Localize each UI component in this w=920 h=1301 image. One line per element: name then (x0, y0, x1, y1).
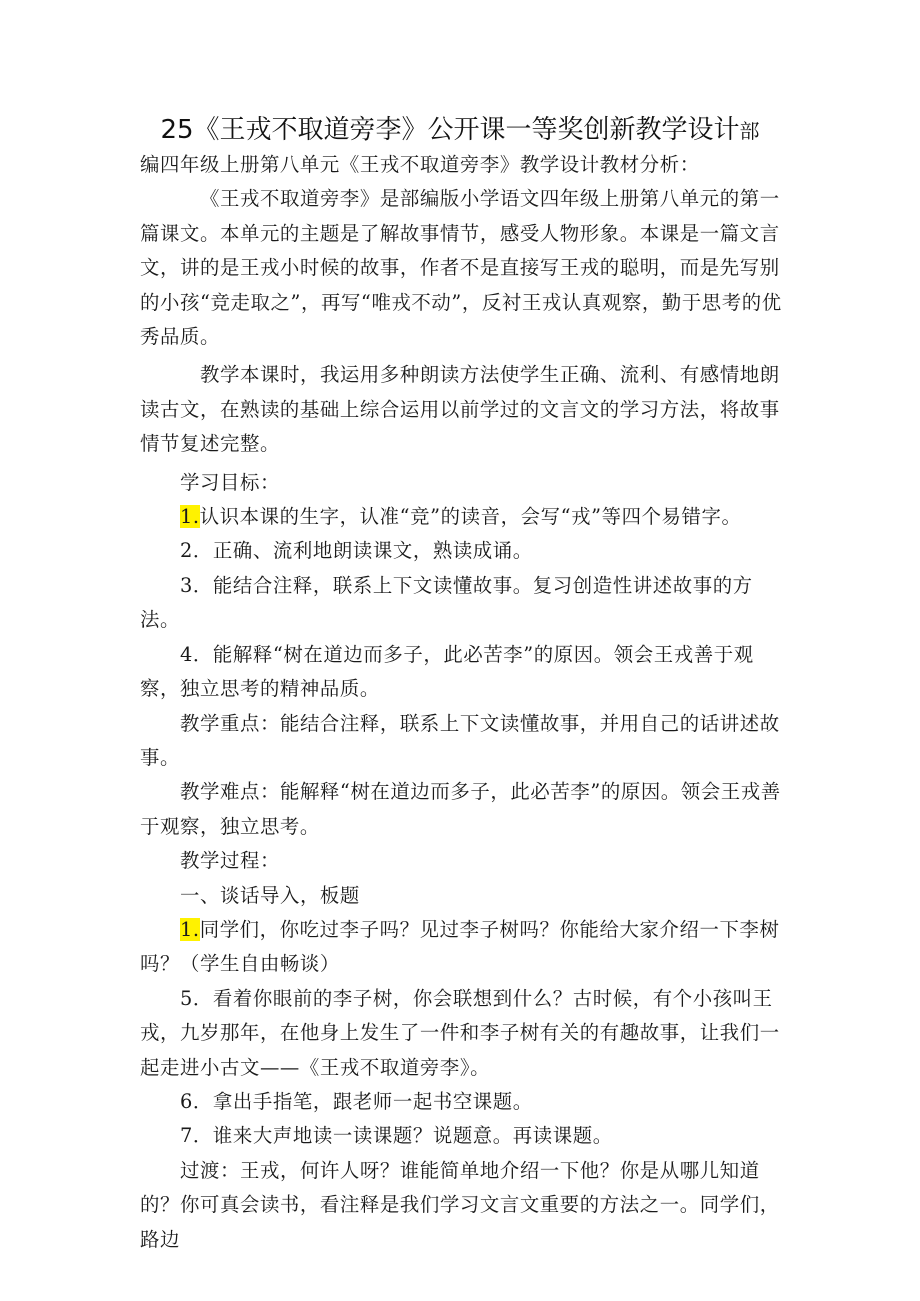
document-title (0, 112, 920, 149)
step-1-number: 1. (180, 917, 200, 941)
step-1-text: 同学们，你吃过李子吗？见过李子树吗？你能给大家介绍一下李树吗？（学生自由畅谈） (140, 917, 780, 976)
key-point: 教学重点：能结合注释，联系上下文读懂故事，并用自己的话讲述故事。 (140, 711, 780, 769)
step-6: 6．拿出手指笔，跟老师一起书空课题。 (180, 1089, 533, 1113)
subtitle: 编四年级上册第八单元《王戎不取道旁李》教学设计教材分析： (140, 153, 700, 176)
goal-1 (140, 500, 790, 534)
analysis-paragraph-1: 《王戎不取道旁李》是部编版小学语文四年级上册第八单元的第一篇课文。本单元的主题是了解故事情节，感受人物形象。本课是一篇文言文，讲的是王戎小时候的故事，作者不是直接写王戎的聪明，而是先写别的小孩“竞走取之”，再写“唯戎不动”，反衬王戎认真观察，勤于思考的优秀品质。 (140, 187, 782, 349)
goal-1-number: 1. (180, 505, 200, 529)
document-body (140, 148, 790, 1257)
goal-3: 3．能结合注释，联系上下文读懂故事。复习创造性讲述故事的方法。 (140, 573, 753, 632)
transition-paragraph: 过渡：王戎，何许人呀？谁能简单地介绍一下他？你是从哪儿知道的？你可真会读书，看注释是我们学习文言文重要的方法之一。同学们，路边 (140, 1158, 780, 1251)
difficulty: 教学难点：能解释“树在道边而多子，此必苦李”的原因。领会王戎善于观察，独立思考。 (140, 780, 781, 838)
step-1 (140, 913, 790, 982)
analysis-paragraph-2: 教学本课时，我运用多种朗读方法使学生正确、流利、有感情地朗读古文，在熟读的基础上综合运用以前学过的文言文的学习方法，将故事情节复述完整。 (140, 363, 780, 456)
title-main: 25《王戎不取道旁李》公开课一等奖创新教学设计 (160, 115, 740, 145)
process-heading: 教学过程： (180, 849, 280, 873)
goals-heading: 学习目标： (180, 470, 280, 494)
goal-1-text: 认识本课的生字，认准“竞”的读音，会写“戎”等四个易错字。 (199, 505, 742, 529)
step-5: 5．看着你眼前的李子树，你会联想到什么？古时候，有个小孩叫王戎，九岁那年，在他身上发生了一件和李子树有关的有趣故事，让我们一起走进小古文——《王戎不取道旁李》。 (140, 986, 780, 1079)
step-7: 7．谁来大声地读一读课题？说题意。再读课题。 (180, 1124, 613, 1148)
goal-2: 2．正确、流利地朗读课文，熟读成诵。 (180, 539, 533, 563)
goal-4: 4．能解释“树在道边而多子，此必苦李”的原因。领会王戎善于观察，独立思考的精神品质。 (140, 642, 754, 701)
title-suffix: 部 (739, 119, 760, 143)
section-1-heading: 一、谈话导入，板题 (180, 883, 360, 907)
